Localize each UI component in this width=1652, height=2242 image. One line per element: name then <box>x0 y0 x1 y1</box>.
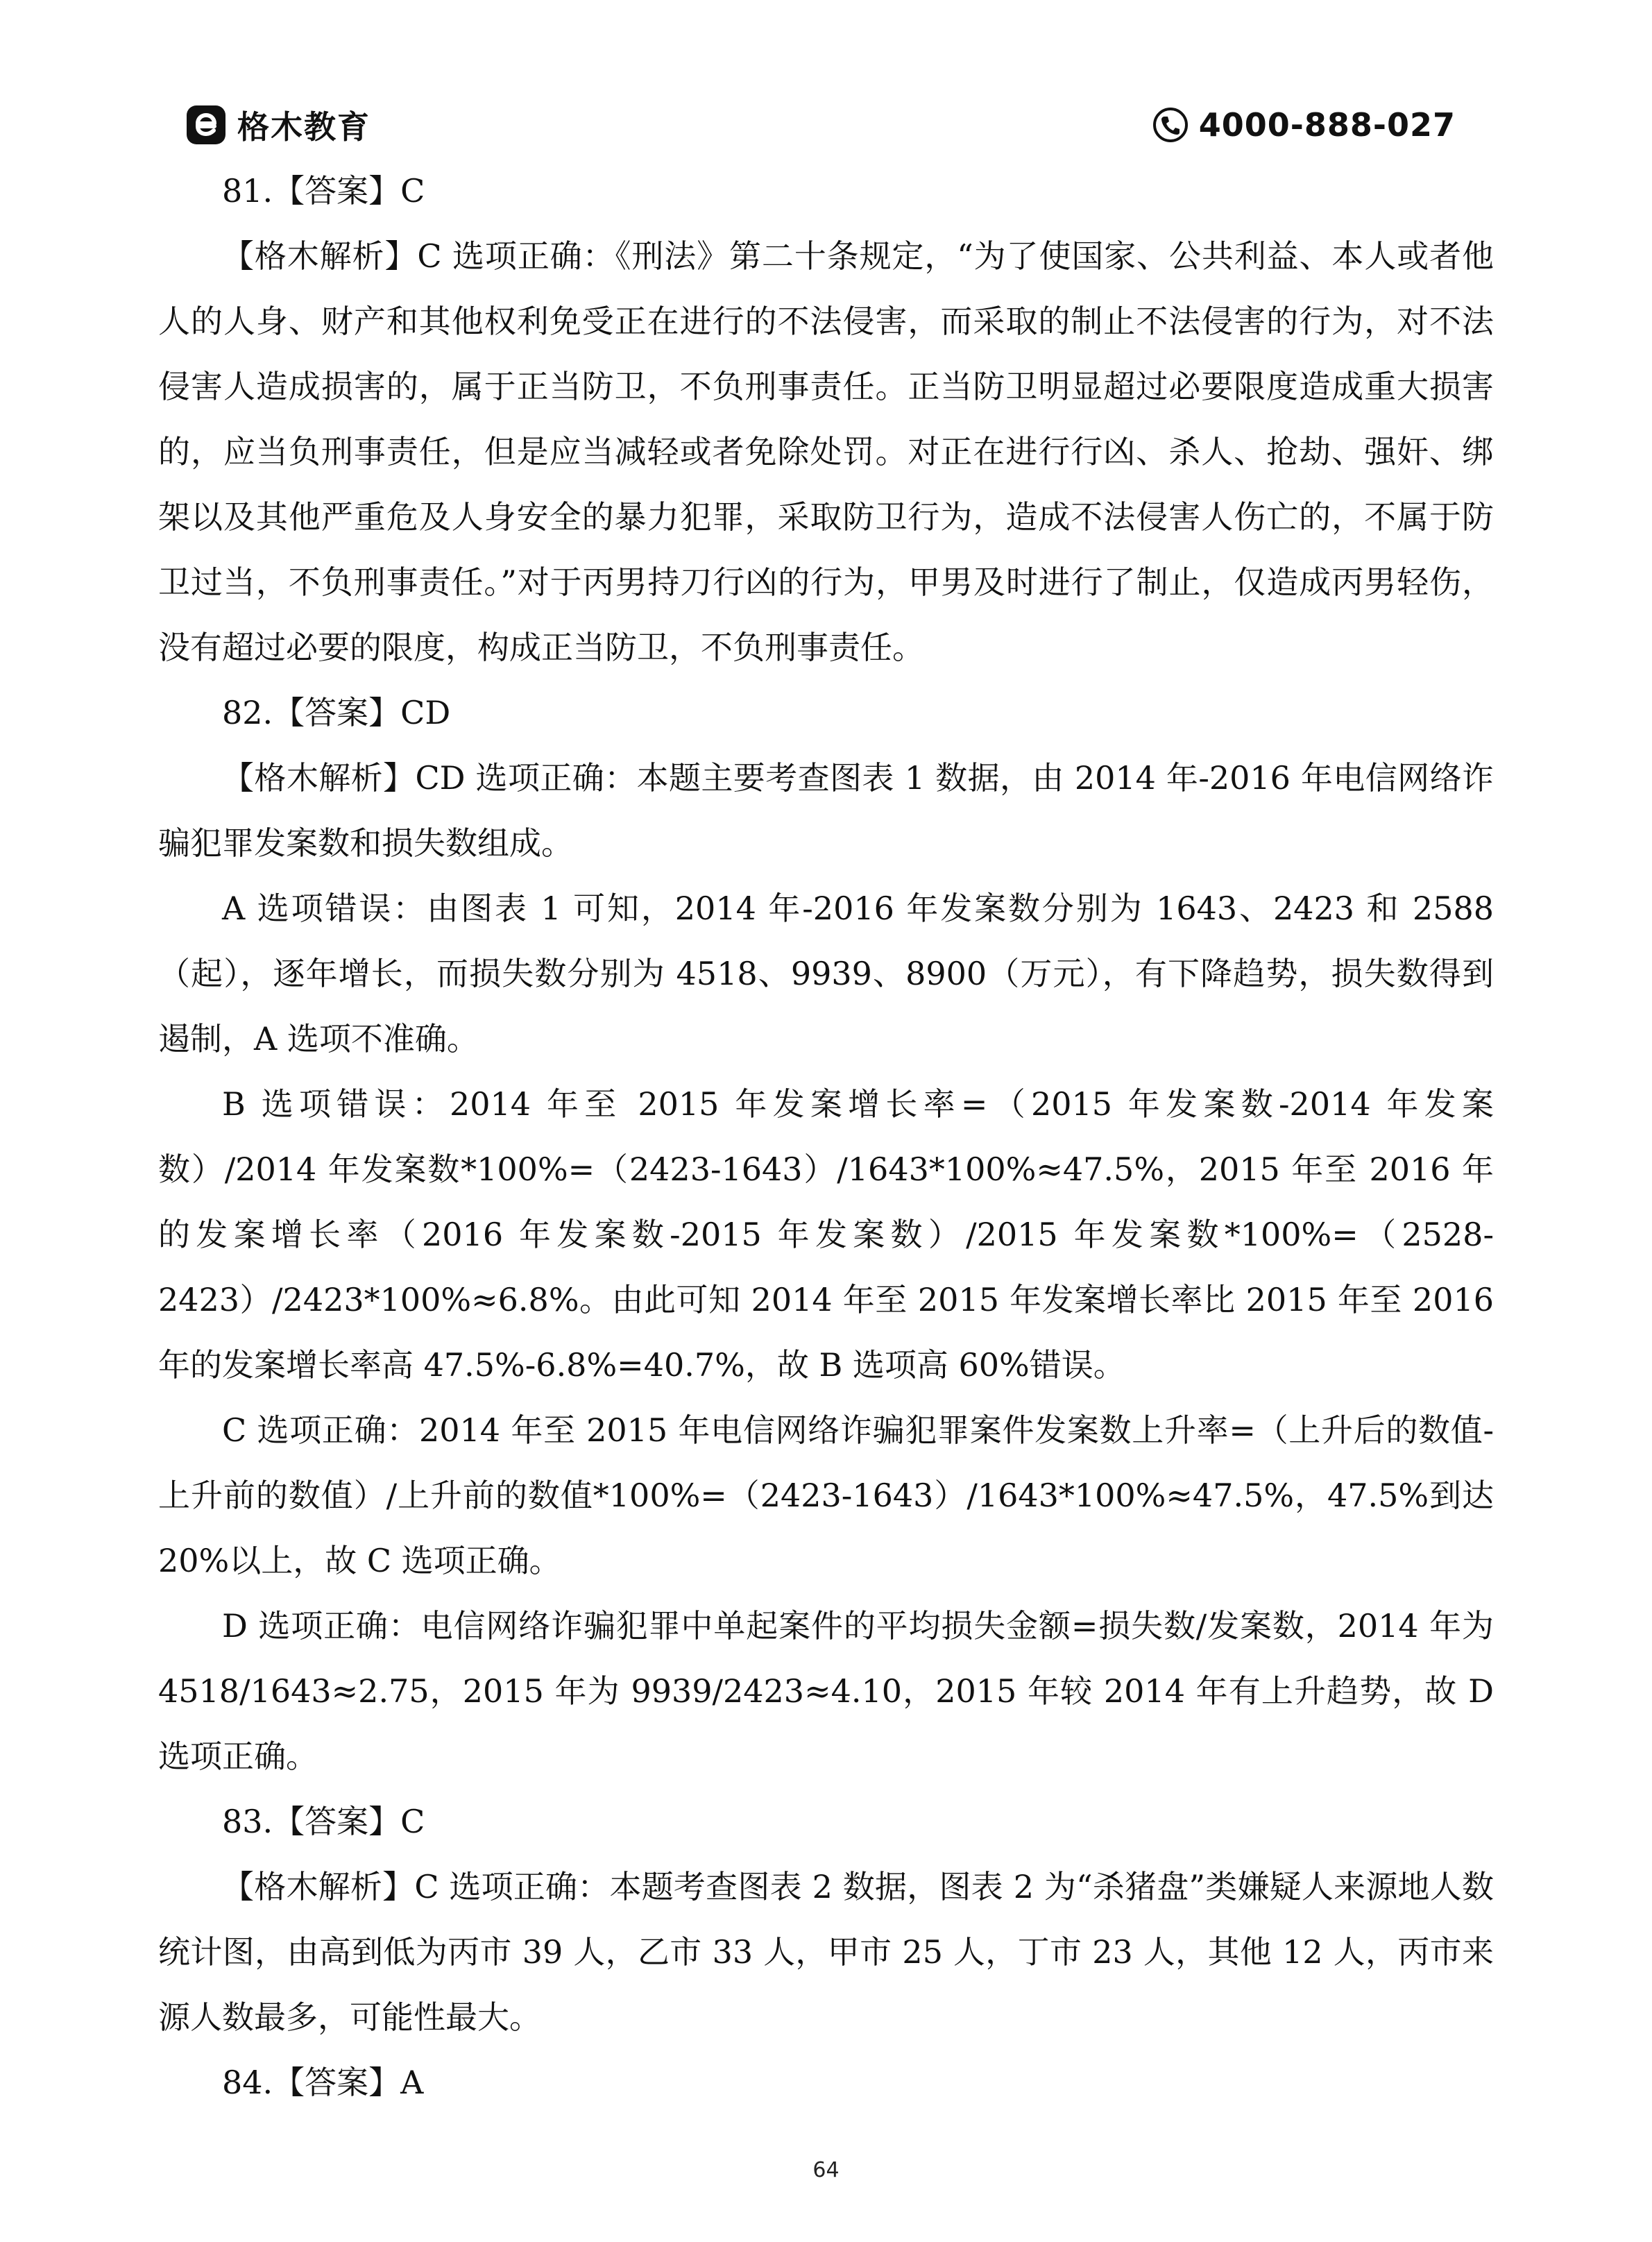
answer-explanations <box>158 158 1494 2115</box>
phone-icon <box>1152 106 1189 144</box>
answer-81: 81.【答案】C <box>222 172 425 210</box>
hotline <box>1152 97 1456 153</box>
brand <box>186 97 371 153</box>
hotline-number: 4000-888-027 <box>1198 106 1456 144</box>
analysis-82-option-c: C 选项正确：2014 年至 2015 年电信网络诈骗犯罪案件发案数上升率=（上升后的数值-上升前的数值）/上升前的数值*100%=（2423-1643）/1643*100%≈47.5%，47.5%到达 20%以上，故 C 选项正确。 <box>158 1411 1494 1579</box>
analysis-83: 【格木解析】C 选项正确：本题考查图表 2 数据，图表 2 为“杀猪盘”类嫌疑人来源地人数统计图，由高到低为丙市 39 人，乙市 33 人，甲市 25 人，丁市 23 人，其他 12 人，丙市来源人数最多，可能性最大。 <box>158 1868 1494 2036</box>
analysis-81: 【格木解析】C 选项正确：《刑法》第二十条规定，“为了使国家、公共利益、本人或者他人的人身、财产和其他权利免受正在进行的不法侵害，而采取的制止不法侵害的行为，对不法侵害人造成损害的，属于正当防卫，不负刑事责任。正当防卫明显超过必要限度造成重大损害的，应当负刑事责任，但是应当减轻或者免除处罚。对正在进行行凶、杀人、抢劫、强奸、绑架以及其他严重危及人身安全的暴力犯罪，采取防卫行为，造成不法侵害人伤亡的，不属于防卫过当，不负刑事责任。”对于丙男持刀行凶的行为，甲男及时进行了制止，仅造成丙男轻伤，没有超过必要的限度，构成正当防卫，不负刑事责任。 <box>158 237 1494 666</box>
analysis-82-option-a: A 选项错误：由图表 1 可知，2014 年-2016 年发案数分别为 1643、2423 和 2588（起），逐年增长，而损失数分别为 4518、9939、8900（万元），有下降趋势，损失数得到遏制，A 选项不准确。 <box>158 890 1494 1058</box>
analysis-82-option-b: B 选项错误：2014 年至 2015 年发案增长率=（2015 年发案数-2014 年发案数）/2014 年发案数*100%=（2423-1643）/1643*100%≈47.5%，2015 年至 2016 年的发案增长率（2016 年发案数-2015 年发案数）/2015 年发案数*100%=（2528-2423）/2423*100%≈6.8%。由此可知 2014 年至 2015 年发案增长率比 2015 年至 2016 年的发案增长率高 47.5%-6.8%=40.7%，故 B 选项高 60%错误。 <box>158 1085 1494 1384</box>
brand-name: 格木教育 <box>237 108 371 146</box>
answer-83: 83.【答案】C <box>222 1803 425 1840</box>
analysis-82-option-d: D 选项正确：电信网络诈骗犯罪中单起案件的平均损失金额=损失数/发案数，2014 年为 4518/1643≈2.75，2015 年为 9939/2423≈4.10，2015 年较 2014 年有上升趋势，故 D 选项正确。 <box>158 1607 1494 1775</box>
answer-82: 82.【答案】CD <box>222 694 451 731</box>
page-header <box>186 97 1456 153</box>
e-logo-icon <box>186 105 226 145</box>
analysis-82: 【格木解析】CD 选项正确：本题主要考查图表 1 数据，由 2014 年-2016 年电信网络诈骗犯罪发案数和损失数组成。 <box>158 759 1494 862</box>
page-number: 64 <box>812 2158 840 2182</box>
answer-84: 84.【答案】A <box>222 2064 424 2101</box>
